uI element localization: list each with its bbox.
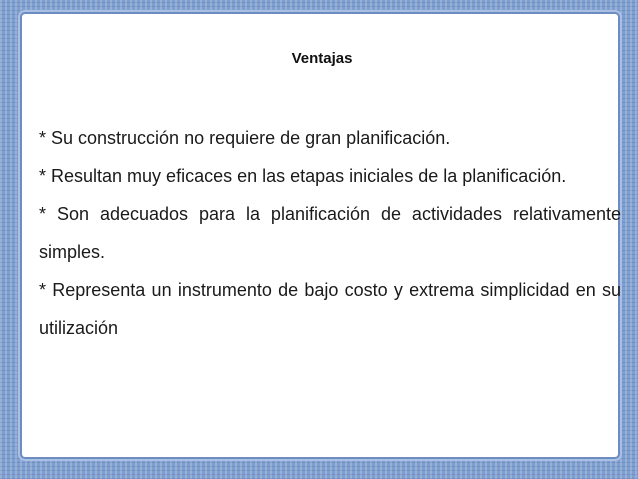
- bullet-paragraph-4: * Representa un instrumento de bajo costo y extrema simplicidad en su utilización: [39, 280, 621, 338]
- bullet-paragraph-3: * Son adecuados para la planificación de actividades relativamente simples.: [39, 204, 621, 262]
- slide-body: [39, 119, 621, 347]
- slide-title: Ventajas: [291, 50, 353, 67]
- bullet-paragraph-2: * Resultan muy eficaces en las etapas iniciales de la planificación.: [39, 166, 567, 186]
- bullet-paragraph-1: * Su construcción no requiere de gran planificación.: [39, 128, 451, 148]
